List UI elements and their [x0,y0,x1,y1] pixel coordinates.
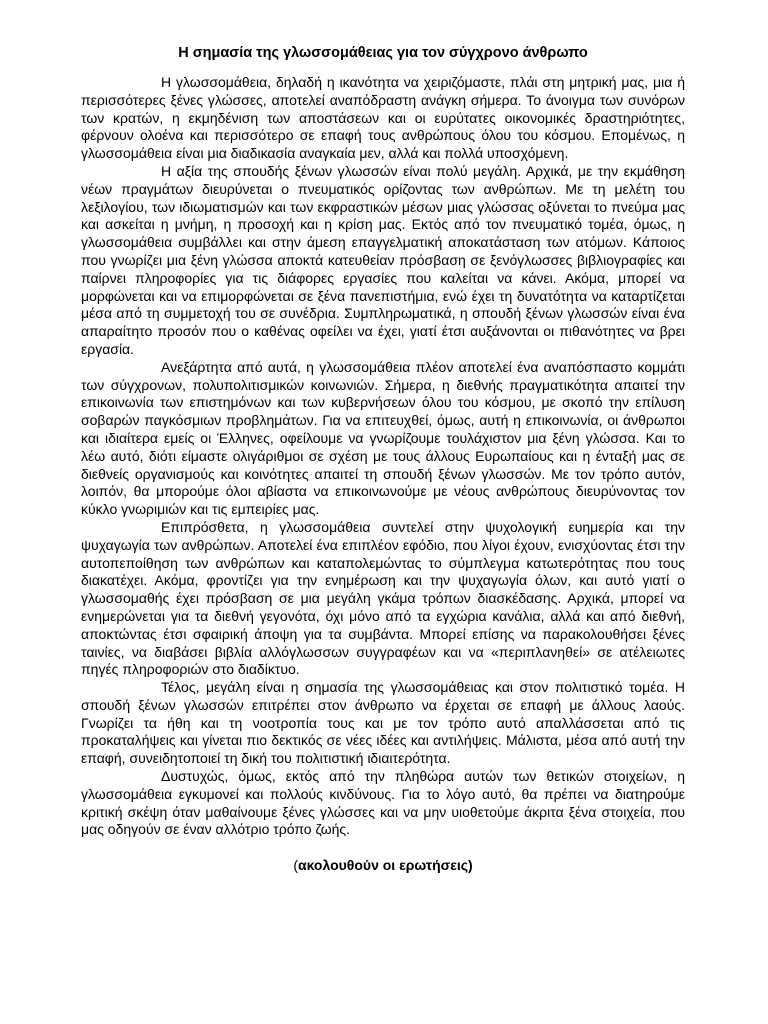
footer-open-paren: ( [293,857,298,874]
questions-follow-note [81,856,685,874]
footer-note-text: ακολουθούν οι ερωτήσεις) [297,857,473,874]
document-page [81,44,685,874]
paragraph-4: Επιπρόσθετα, η γλωσσομάθεια συντελεί στην ψυχολογική ευημερία και την ψυχαγωγία των ανθρώπων. Αποτελεί ένα επιπλέον εφόδιο, που λίγοι έχουν, ενισχύοντας έτσι την αυτοπεποίθηση των ανθρώπων και καταπολεμώντας το σύμπλεγμα κατωτερότητας που τους διακατέχει. Ακόμα, φροντίζει για την ενημέρωση και την ψυχαγωγία όλων, και αυτό γιατί ο γλωσσομαθής έχει πρόσβαση σε μια μεγάλη γκάμα τρόπων διασκέδασης. Αρχικά, μπορεί να ενημερώνεται για τα διεθνή γεγονότα, όχι μόνο από τα εγχώρια κανάλια, αλλά και από διεθνή, αποκτώντας έτσι σφαιρική άποψη για τα συμβάντα. Μπορεί επίσης να παρακολουθήσει ξένες ταινίες, να διαβάσει βιβλία αλλόγλωσσων συγγραφέων και να «περιπλανηθεί» σε ατέλειωτες πηγές πληροφοριών στο διαδίκτυο. [81,518,685,678]
document-title: Η σημασία της γλωσσομάθειας για τον σύγχρονο άνθρωπο [178,45,588,61]
paragraph-3: Ανεξάρτητα από αυτά, η γλωσσομάθεια πλέον αποτελεί ένα αναπόσπαστο κομμάτι των σύγχρονων, πολυπολιτισμικών κοινωνιών. Σήμερα, η διεθνής πραγματικότητα απαιτεί την επικοινωνία των επιστημόνων και των κυβερνήσεων όλου του κόσμου, με σκοπό την επίλυση σοβαρών παγκόσμιων προβλημάτων. Για να επιτευχθεί, όμως, αυτή η επικοινωνία, οι άνθρωποι και ιδιαίτερα εμείς οι Έλληνες, οφείλουμε να γνωρίζουμε τουλάχιστον μια ξένη γλώσσα. Και το λέω αυτό, διότι είμαστε ολιγάριθμοι σε σχέση με τους άλλους Ευρωπαίους και η ένταξή μας σε διεθνείς οργανισμούς και κοινότητες απαιτεί τη σπουδή ξένων γλωσσών. Με τον τρόπο αυτόν, λοιπόν, θα μπορούμε όλοι αβίαστα να επικοινωνούμε με νέους ανθρώπους διευρύνοντας τον κύκλο γνωριμιών και τις εμπειρίες μας. [81,358,685,518]
paragraph-2: Η αξία της σπουδής ξένων γλωσσών είναι πολύ μεγάλη. Αρχικά, με την εκμάθηση νέων πραγμάτων διευρύνεται ο πνευματικός ορίζοντας των ανθρώπων. Με τη μελέτη του λεξιλογίου, των ιδιωματισμών και των εκφραστικών μέσων μιας γλώσσας οξύνεται το πνεύμα μας και ασκείται η μνήμη, η προσοχή και η κρίση μας. Εκτός από τον πνευματικό τομέα, όμως, η γλωσσομάθεια συμβάλλει και στην άμεση επαγγελματική αποκατάσταση των ατόμων. Κάποιος που γνωρίζει μια ξένη γλώσσα αποκτά κατευθείαν πρόσβαση σε ξενόγλωσσες βιβλιογραφίες και παίρνει πληροφορίες για τις διάφορες εργασίες που καλείται να κάνει. Ακόμα, μπορεί να μορφώνεται και να επιμορφώνεται σε ξένα πανεπιστήμια, ενώ έχει τη δυνατότητα να καταρτίζεται μέσα από τη συμμετοχή του σε συνέδρια. Συμπληρωματικά, η σπουδή ξένων γλωσσών είναι ένα απαραίτητο προσόν που ο καθένας οφείλει να έχει, γιατί έτσι αυξάνονται οι πιθανότητες να βρει εργασία. [81,162,685,357]
paragraph-6: Δυστυχώς, όμως, εκτός από την πληθώρα αυτών των θετικών στοιχείων, η γλωσσομάθεια εγκυμονεί και πολλούς κινδύνους. Για το λόγο αυτό, θα πρέπει να διατηρούμε κριτική σκέψη όταν μαθαίνουμε ξένες γλώσσες και να μην υιοθετούμε άκριτα ξένα στοιχεία, που μας οδηγούν σε έναν αλλότριο τρόπο ζωής. [81,768,685,838]
paragraph-5: Τέλος, μεγάλη είναι η σημασία της γλωσσομάθειας και στον πολιτιστικό τομέα. Η σπουδή ξένων γλωσσών επιτρέπει στον άνθρωπο να έρχεται σε επαφή με άλλους λαούς. Γνωρίζει τα ήθη και τη νοοτροπία τους και με τον τρόπο αυτό απαλλάσσεται από τις προκαταλήψεις και γίνεται πιο δεκτικός σε νέες ιδέες και αντιλήψεις. Μάλιστα, μέσα από αυτή την επαφή, συνειδητοποιεί τη δική του πολιτιστική ιδιαιτερότητα. [81,679,685,767]
paragraph-1: Η γλωσσομάθεια, δηλαδή η ικανότητα να χειριζόμαστε, πλάι στη μητρική μας, μια ή περισσότερες ξένες γλώσσες, αποτελεί αναπόδραστη ανάγκη σήμερα. Το άνοιγμα των συνόρων των κρατών, η εκμηδένιση των αποστάσεων και οι ευρύτατες οικονομικές δραστηριότητες, φέρνουν ολοένα και περισσότερο σε επαφή τους ανθρώπους όλου του κόσμου. Επομένως, η γλωσσομάθεια είναι μια διαδικασία αναγκαία μεν, αλλά και πολλά υποσχόμενη. [81,74,685,162]
